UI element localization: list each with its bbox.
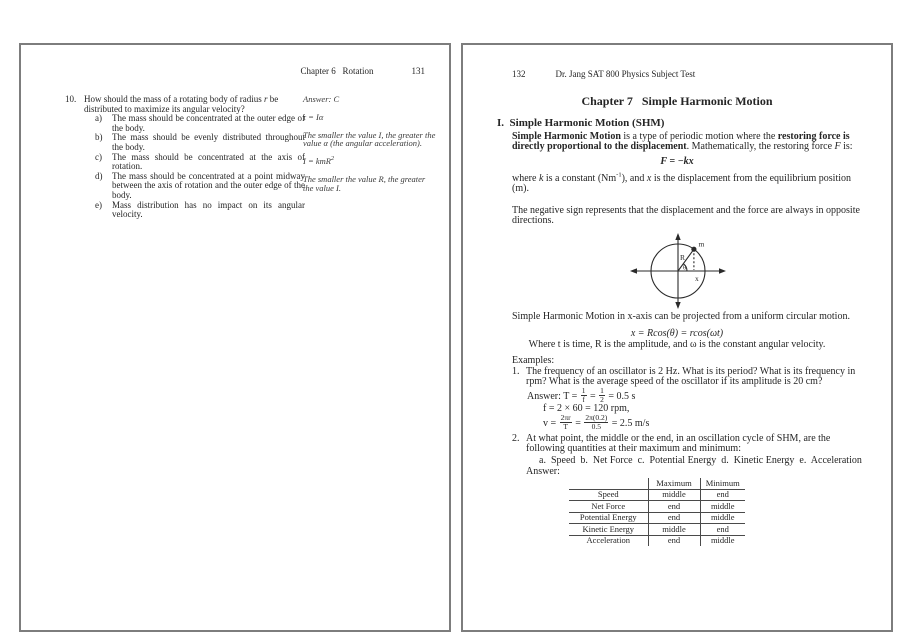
row-pe-max: end bbox=[648, 512, 700, 524]
row-speed-label: Speed bbox=[569, 489, 648, 501]
row-netforce-min: middle bbox=[700, 501, 745, 513]
answer-options bbox=[65, 114, 305, 220]
option-b-text: The mass should be evenly distributed throughout the body. bbox=[112, 132, 305, 152]
row-netforce-max: end bbox=[648, 501, 700, 513]
table-row bbox=[569, 512, 745, 524]
option-a-text: The mass should be concentrated at the outer edge of the body. bbox=[112, 113, 305, 133]
example-2-answer-label: Answer: bbox=[526, 466, 560, 477]
example-2-choices: a. Speed b. Net Force c. Potential Energy d. Kinetic Energy e. Acceleration bbox=[539, 455, 862, 466]
margin-equation-torque: τ = Iα bbox=[303, 111, 324, 122]
row-accel-max: end bbox=[648, 535, 700, 546]
example-2-number: 2. bbox=[512, 433, 520, 444]
section-heading: I. Simple Harmonic Motion (SHM) bbox=[497, 117, 665, 129]
chapter-title: Chapter 7 Simple Harmonic Motion bbox=[581, 94, 773, 108]
option-d-text: The mass should be concentrated at a point midway between the axis of rotation and the outer edge of the body. bbox=[112, 170, 305, 200]
option-d-letter: d) bbox=[95, 170, 103, 181]
where-clause-paragraph: where k is a constant $(Nm^{-1})$, and x is the displacement from the equilibrium position (m). bbox=[512, 171, 851, 195]
shm-intro-paragraph: Simple Harmonic Motion is a type of periodic motion where the restoring force is directly proportional to the displacement. Mathematically, the restoring force F is: bbox=[512, 131, 853, 153]
table-header-minimum: Minimum bbox=[700, 478, 745, 489]
chapter-running-head: Chapter 6 Rotation bbox=[300, 66, 374, 76]
option-d bbox=[95, 172, 305, 201]
margin-note-radius: The smaller the value R, the greater the value I. bbox=[303, 173, 426, 193]
question-10-stem-row bbox=[65, 95, 305, 114]
row-speed-max: middle bbox=[648, 489, 700, 501]
restoring-force-formula: F = −kx bbox=[660, 156, 694, 167]
example-1 bbox=[512, 367, 868, 388]
question-number: 10. bbox=[65, 94, 77, 104]
row-ke-max: middle bbox=[648, 524, 700, 536]
arrow-left-icon bbox=[630, 268, 637, 273]
margin-equation-inertia: I = kmR$^2$ bbox=[303, 155, 335, 167]
row-accel-label: Acceleration bbox=[586, 535, 630, 546]
row-pe-min: middle bbox=[700, 512, 745, 524]
row-netforce-label: Net Force bbox=[569, 501, 648, 513]
examples-label: Examples: bbox=[512, 355, 555, 366]
option-c-letter: c) bbox=[95, 151, 102, 162]
option-b bbox=[95, 133, 305, 152]
table-header-maximum: Maximum bbox=[648, 478, 700, 489]
option-e-letter: e) bbox=[95, 199, 102, 210]
left-page-header bbox=[21, 66, 425, 76]
example-1-answer-period: Answer: T = $\frac{1}{f}$ = $\frac{1}{2}$ = 0.5 s bbox=[527, 386, 636, 404]
right-page-number: 132 bbox=[512, 69, 526, 79]
row-ke-min: end bbox=[700, 524, 745, 536]
diagram-label-x: x bbox=[695, 274, 699, 283]
table-header-blank bbox=[569, 478, 648, 489]
option-a-letter: a) bbox=[95, 113, 102, 124]
table-row bbox=[569, 489, 745, 501]
table-header-row bbox=[569, 478, 745, 489]
arrow-right-icon bbox=[719, 268, 726, 273]
example-1-number: 1. bbox=[512, 366, 520, 377]
arrow-up-icon bbox=[675, 233, 680, 240]
example-2-text: At what point, the middle or the end, in an oscillation cycle of SHM, are the following quantities at their maximum and minimum: bbox=[526, 433, 831, 455]
option-e bbox=[95, 201, 305, 220]
row-ke-label: Kinetic Energy bbox=[569, 524, 648, 536]
left-page bbox=[19, 43, 451, 632]
table-row bbox=[569, 535, 745, 546]
row-accel-min: middle bbox=[700, 535, 745, 546]
row-pe-label: Potential Energy bbox=[569, 512, 648, 524]
book-title: Dr. Jang SAT 800 Physics Subject Test bbox=[555, 69, 696, 79]
circular-motion-diagram bbox=[623, 229, 733, 313]
question-10 bbox=[65, 95, 305, 220]
option-b-letter: b) bbox=[95, 132, 103, 143]
example-1-answer-rpm: f = 2 × 60 = 120 rpm, bbox=[543, 403, 630, 414]
table-row bbox=[569, 501, 745, 513]
diagram-mass-dot bbox=[691, 247, 696, 252]
diagram-label-radius: R bbox=[679, 253, 685, 262]
example-1-answer-speed: v = $\frac{2\pi r}{T}$ = $\frac{2\pi(0.2)}{0.5}$ = 2.5 m/s bbox=[543, 413, 650, 431]
option-e-text: Mass distribution has no impact on its angular velocity. bbox=[112, 199, 305, 220]
option-c-text: The mass should be concentrated at the axis of rotation. bbox=[112, 151, 305, 172]
margin-answer-column bbox=[303, 95, 437, 202]
projection-paragraph: Simple Harmonic Motion in x-axis can be projected from a uniform circular motion. bbox=[512, 311, 850, 322]
max-min-table bbox=[569, 478, 745, 546]
example-2 bbox=[512, 434, 868, 455]
row-speed-min: end bbox=[700, 489, 745, 501]
x-position-formula-caption: Where t is time, R is the amplitude, and ω is the constant angular velocity. bbox=[528, 339, 826, 350]
example-1-text: The frequency of an oscillator is 2 Hz. What is its period? What is its frequency in rpm? What is the average speed of the oscillator if its amplitude is 20 cm? bbox=[526, 366, 856, 388]
option-a bbox=[95, 114, 305, 133]
x-position-formula: x = Rcos(θ) = rcos(ωt) bbox=[630, 328, 724, 339]
option-c bbox=[95, 153, 305, 172]
arrow-down-icon bbox=[675, 302, 680, 309]
table-row bbox=[569, 524, 745, 536]
margin-answer: Answer: C bbox=[303, 94, 340, 104]
right-page bbox=[461, 43, 893, 632]
question-stem: How should the mass of a rotating body of radius r be distributed to maximize its angular velocity? bbox=[84, 94, 279, 114]
diagram-label-angle: θ bbox=[683, 264, 687, 272]
negative-sign-paragraph: The negative sign represents that the displacement and the force are always in opposite directions. bbox=[512, 205, 860, 227]
left-page-number: 131 bbox=[411, 66, 425, 76]
margin-note-inertia: The smaller the value I, the greater the value α (the angular acceleration). bbox=[303, 129, 436, 149]
right-page-header bbox=[512, 69, 695, 79]
diagram-label-mass: m bbox=[698, 239, 705, 249]
